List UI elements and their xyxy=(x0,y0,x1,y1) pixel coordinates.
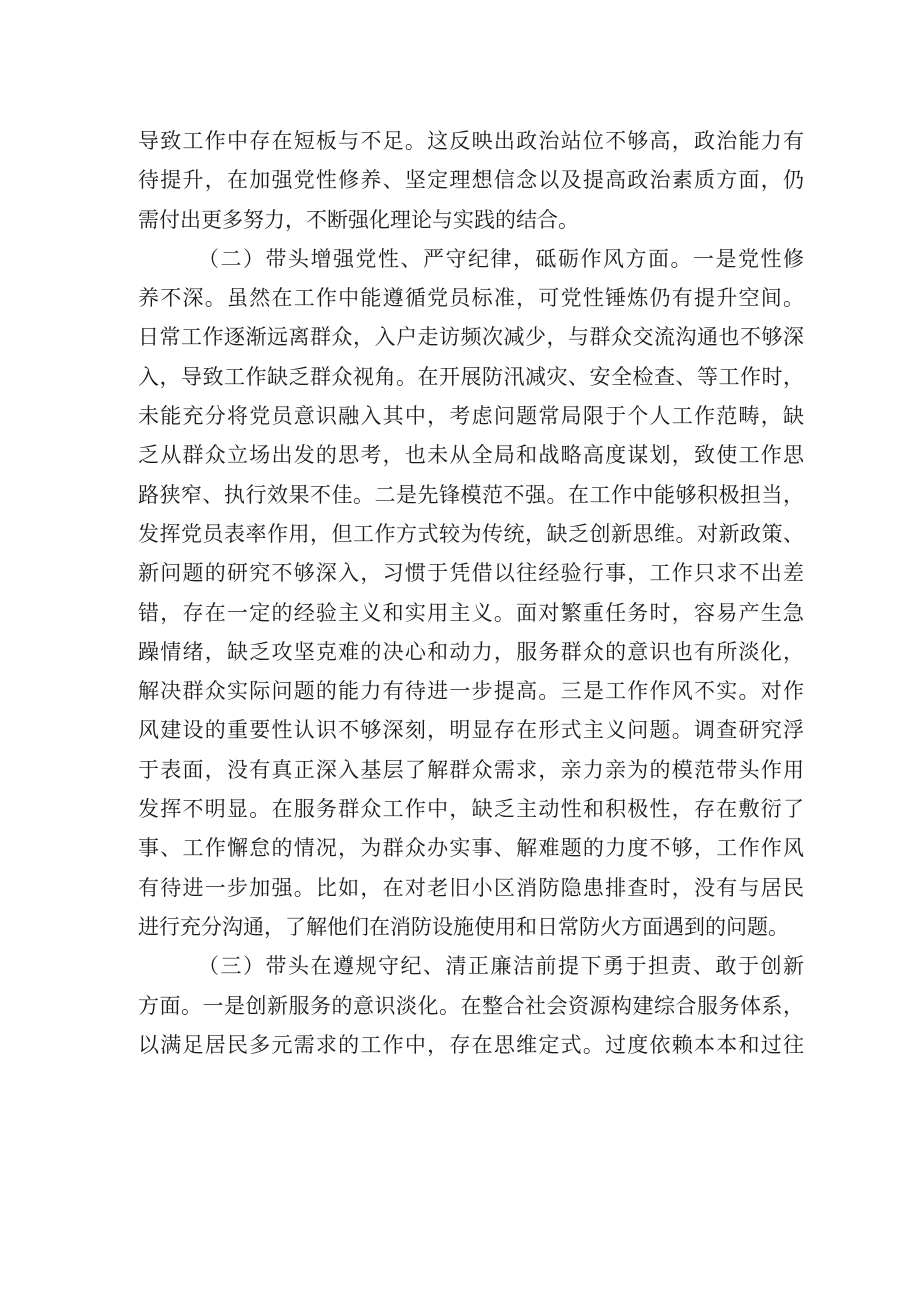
text-line: 新问题的研究不够深入，习惯于凭借以往经验行事，工作只求不出差 xyxy=(138,561,804,586)
text-line: （三）带头在遵规守纪、清正廉洁前提下勇于担责、敢于创新 xyxy=(198,954,804,979)
text-line: 发挥党员表率作用，但工作方式较为传统，缺乏创新思维。对新政策、 xyxy=(138,521,804,546)
text-line: 有待进一步加强。比如，在对老旧小区消防隐患排查时，没有与居民 xyxy=(138,875,804,900)
paragraph-2 xyxy=(138,240,804,947)
text-line: 风建设的重要性认识不够深刻，明显存在形式主义问题。调查研究浮 xyxy=(138,718,804,743)
text-line: 路狭窄、执行效果不佳。二是先锋模范不强。在工作中能够积极担当， xyxy=(138,482,804,507)
text-line: 乏从群众立场出发的思考，也未从全局和战略高度谋划，致使工作思 xyxy=(138,443,804,468)
document-body xyxy=(138,122,804,1065)
text-line: 于表面，没有真正深入基层了解群众需求，亲力亲为的模范带头作用 xyxy=(138,757,804,782)
text-line: 方面。一是创新服务的意识淡化。在整合社会资源构建综合服务体系， xyxy=(138,993,804,1018)
text-line: 发挥不明显。在服务群众工作中，缺乏主动性和积极性，存在敷衍了 xyxy=(138,797,804,822)
text-line: 事、工作懈怠的情况，为群众办实事、解难题的力度不够，工作作风 xyxy=(138,836,804,861)
text-line: 日常工作逐渐远离群众，入户走访频次减少，与群众交流沟通也不够深 xyxy=(138,325,804,350)
paragraph-1 xyxy=(138,122,804,240)
text-line: 待提升，在加强党性修养、坚定理想信念以及提高政治素质方面，仍 xyxy=(138,168,804,193)
text-line: 进行充分沟通，了解他们在消防设施使用和日常防火方面遇到的问题。 xyxy=(138,914,789,939)
text-line: 错，存在一定的经验主义和实用主义。面对繁重任务时，容易产生急 xyxy=(138,600,804,625)
text-line: 需付出更多努力，不断强化理论与实践的结合。 xyxy=(138,207,579,232)
text-line: 导致工作中存在短板与不足。这反映出政治站位不够高，政治能力有 xyxy=(138,129,804,153)
text-line: 以满足居民多元需求的工作中，存在思维定式。过度依赖本本和过往 xyxy=(138,1032,804,1057)
text-line: 解决群众实际问题的能力有待进一步提高。三是工作作风不实。对作 xyxy=(138,679,804,704)
text-line: （二）带头增强党性、严守纪律，砥砺作风方面。一是党性修 xyxy=(198,246,804,271)
text-line: 躁情绪，缺乏攻坚克难的决心和动力，服务群众的意识也有所淡化， xyxy=(138,639,804,664)
paragraph-3 xyxy=(138,947,804,1065)
text-line: 养不深。虽然在工作中能遵循党员标准，可党性锤炼仍有提升空间。 xyxy=(138,286,804,311)
text-line: 入，导致工作缺乏群众视角。在开展防汛减灾、安全检查、等工作时， xyxy=(138,364,804,389)
text-line: 未能充分将党员意识融入其中，考虑问题常局限于个人工作范畴，缺 xyxy=(138,404,804,429)
